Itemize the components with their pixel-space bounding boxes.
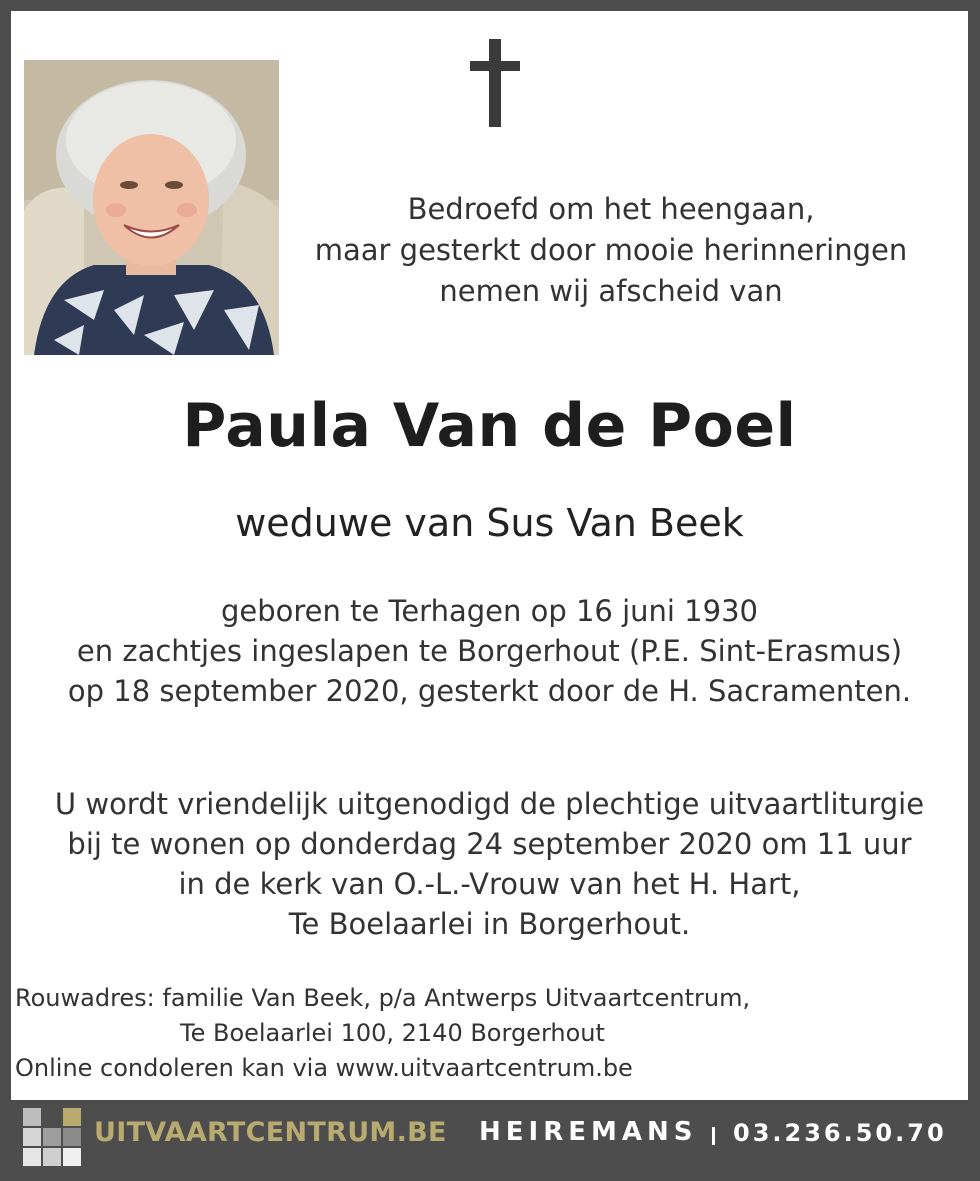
- intro-line: maar gesterkt door mooie herinneringen: [314, 233, 908, 267]
- footer-bar: [11, 1101, 968, 1170]
- ceremony-line: Te Boelaarlei in Borgerhout.: [288, 907, 691, 941]
- cross-icon: [470, 39, 520, 133]
- dates-line: op 18 september 2020, gesterkt door de H. Sacramenten.: [67, 674, 912, 708]
- divider: [712, 1127, 715, 1145]
- intro-line: Bedroefd om het heengaan,: [407, 192, 815, 226]
- contact-address: Rouwadres: familie Van Beek, p/a Antwerps Uitvaartcentrum,: [15, 984, 751, 1012]
- intro-line: nemen wij afscheid van: [439, 274, 783, 308]
- ceremony-invitation: [11, 784, 968, 944]
- logo-wordmark[interactable]: UITVAARTCENTRUM.BE: [94, 1117, 447, 1148]
- contact-street: Te Boelaarlei 100, 2140 Borgerhout: [180, 1019, 605, 1047]
- logo-icon: [23, 1108, 81, 1170]
- dates-line: en zachtjes ingeslapen te Borgerhout (P.E. Sint-Erasmus): [76, 634, 903, 668]
- portrait-photo: [24, 60, 279, 355]
- phone-number[interactable]: 03.236.50.70: [733, 1119, 947, 1147]
- dates-line: geboren te Terhagen op 16 juni 1930: [221, 594, 758, 628]
- brand-name: HEIREMANS: [479, 1117, 698, 1147]
- intro-text: [301, 189, 921, 312]
- spouse-line: weduwe van Sus Van Beek: [235, 501, 744, 545]
- ceremony-line: bij te wonen op donderdag 24 september 2020 om 11 uur: [67, 827, 912, 861]
- deceased-name: Paula Van de Poel: [182, 391, 797, 461]
- obituary-card: [11, 11, 968, 1100]
- life-dates: [11, 591, 968, 711]
- ceremony-line: U wordt vriendelijk uitgenodigd de plechtige uitvaartliturgie: [54, 787, 925, 821]
- condolence-link[interactable]: Online condoleren kan via www.uitvaartcentrum.be: [15, 1054, 633, 1082]
- ceremony-line: in de kerk van O.-L.-Vrouw van het H. Hart,: [178, 867, 801, 901]
- contact-info: [15, 981, 750, 1086]
